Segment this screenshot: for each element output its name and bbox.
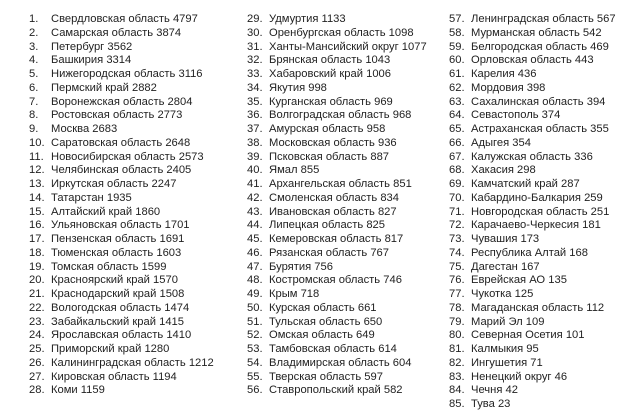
list-item-text: Смоленская область 834 [269,191,399,204]
list-item-number: 75. [449,260,465,273]
list-item-number: 63. [449,95,465,108]
list-item-text: Северная Осетия 101 [471,329,585,342]
list-item-number: 71. [449,205,465,218]
list-item [29,137,214,151]
list-item [449,261,616,275]
list-item [247,41,427,55]
list-item [247,371,427,385]
list-item-number: 13. [29,178,45,190]
list-item [29,13,214,27]
list-item-number: 29. [247,13,263,25]
list-item-number: 33. [247,68,263,80]
list-item-text: Липецкая область 825 [269,219,386,232]
list-item [29,329,214,343]
list-item-number: 82. [449,356,465,369]
list-item-number: 6. [29,81,39,94]
list-item-text: Мордовия 398 [471,81,546,94]
list-item-text: Ростовская область 2773 [51,109,183,122]
list-item-text: Костромская область 746 [269,274,402,287]
list-item-text: Амурская область 958 [269,123,386,135]
list-item-number: 53. [247,343,263,355]
list-item-number: 50. [247,301,263,314]
list-item-text: Курганская область 969 [269,95,393,108]
list-item [29,302,214,316]
list-item-number: 68. [449,164,465,177]
list-item [29,316,214,330]
list-item-number: 38. [247,136,263,149]
list-item [247,151,427,165]
list-item-text: Пензенская область 1691 [51,233,185,245]
list-item-text: Калининградская область 1212 [51,356,214,369]
list-item-number: 52. [247,329,263,342]
list-item-number: 47. [247,260,263,273]
list-item-text: Хабаровский край 1006 [269,68,391,80]
list-item [29,261,214,275]
list-item-number: 4. [29,54,39,67]
list-item-number: 49. [247,288,263,300]
list-item [449,329,616,343]
list-item [247,219,427,233]
list-item-number: 12. [29,164,45,177]
list-item-number: 10. [29,136,45,149]
list-item-text: Новгородская область 251 [471,205,610,218]
list-item [247,329,427,343]
list-item [29,384,214,398]
list-item-text: Приморский край 1280 [51,343,170,355]
list-item [449,357,616,371]
list-item [247,316,427,330]
list-item-text: Карачаево-Черкесия 181 [471,219,601,232]
list-item-number: 69. [449,178,465,190]
list-item-text: Орловская область 443 [471,54,594,67]
list-item [449,371,616,385]
list-item-text: Псковская область 887 [269,150,390,163]
list-item-number: 66. [449,136,465,149]
list-item [29,233,214,247]
list-item [29,82,214,96]
list-item-number: 81. [449,343,465,355]
list-item [29,288,214,302]
list-item [247,178,427,192]
list-item [247,137,427,151]
list-item-number: 20. [29,274,45,287]
list-item [449,302,616,316]
list-item [247,261,427,275]
list-item-text: Алтайский край 1860 [51,205,161,218]
list-item-number: 22. [29,301,45,314]
list-item-number: 2. [29,26,39,39]
list-item-number: 73. [449,233,465,245]
list-item-number: 32. [247,54,263,67]
list-item [449,54,616,68]
list-item-number: 11. [29,150,44,163]
list-item-text: Татарстан 1935 [51,191,132,204]
list-item [449,13,616,27]
list-item-number: 46. [247,246,263,259]
list-item [247,288,427,302]
list-item-text: Иркутская область 2247 [51,178,177,190]
list-item-number: 42. [247,191,263,204]
list-item-text: Крым 718 [269,288,320,300]
list-item [29,68,214,82]
list-item [247,247,427,261]
list-item [247,109,427,123]
list-item-number: 27. [29,370,45,383]
list-item-number: 74. [449,246,465,259]
list-item [449,137,616,151]
list-item-number: 3. [29,40,39,53]
list-item-text: Коми 1159 [51,384,105,397]
list-item-number: 57. [449,13,465,25]
list-item [29,357,214,371]
list-item-text: Тюменская область 1603 [51,246,182,259]
list-item-text: Кировская область 1194 [51,370,177,383]
list-item-number: 70. [449,191,465,204]
list-item [29,151,214,165]
list-item-text: Брянская область 1043 [269,54,391,67]
list-item-number: 45. [247,233,263,245]
list-item-text: Еврейская АО 135 [471,274,567,287]
list-item-number: 34. [247,81,263,94]
list-item-number: 16. [29,219,45,232]
list-item-text: Кемеровская область 817 [269,233,404,245]
list-item-text: Москва 2683 [51,123,118,135]
list-item [449,398,616,412]
list-item-number: 5. [29,68,39,80]
list-item [449,233,616,247]
list-item [247,96,427,110]
list-item-number: 72. [449,219,465,232]
list-item-number: 83. [449,370,465,383]
list-item-text: Чечня 42 [471,384,518,397]
list-item-number: 65. [449,123,465,135]
list-item-number: 84. [449,384,465,397]
list-item-number: 43. [247,205,263,218]
list-item-text: Хакасия 298 [471,164,536,177]
list-item-text: Чувашия 173 [471,233,540,245]
list-item-text: Ханты-Мансийский округ 1077 [269,40,427,53]
list-item [247,82,427,96]
list-item-number: 8. [29,109,39,122]
list-item-number: 21. [29,288,45,300]
list-item-text: Ненецкий округ 46 [471,370,568,383]
list-item [449,27,616,41]
list-item-text: Камчатский край 287 [471,178,580,190]
list-item [449,123,616,137]
list-item [449,316,616,330]
list-item [247,123,427,137]
list-item-text: Ярославская область 1410 [51,329,192,342]
list-item-number: 17. [29,233,45,245]
list-item [247,343,427,357]
list-item [29,96,214,110]
list-item [449,68,616,82]
list-item [29,206,214,220]
list-item-number: 40. [247,164,263,177]
list-item [449,288,616,302]
list-item-text: Краснодарский край 1508 [51,288,185,300]
list-item-number: 25. [29,343,45,355]
list-item [29,343,214,357]
list-item [29,274,214,288]
list-item-text: Якутия 998 [269,81,327,94]
list-item [449,192,616,206]
list-item [449,96,616,110]
list-item-number: 9. [29,123,39,135]
list-item [449,219,616,233]
list-item-text: Оренбургская область 1098 [269,26,414,39]
list-item-number: 23. [29,315,45,328]
list-item [449,274,616,288]
list-item [449,206,616,220]
list-item-number: 18. [29,246,45,259]
list-item-number: 79. [449,315,465,328]
list-item-number: 55. [247,370,263,383]
list-item-text: Челябинская область 2405 [51,164,192,177]
list-item-number: 51. [247,315,263,328]
list-item-text: Тверская область 597 [269,370,383,383]
list-item [29,27,214,41]
list-item-number: 77. [449,288,465,300]
list-item-number: 78. [449,301,465,314]
list-item [29,219,214,233]
list-item-text: Архангельская область 851 [269,178,412,190]
list-item-text: Владимирская область 604 [269,356,412,369]
list-item-text: Белгородская область 469 [471,40,609,53]
list-item [247,384,427,398]
list-column-3 [449,13,616,412]
list-item-number: 61. [449,68,465,80]
list-item-number: 1. [29,13,39,25]
list-item-text: Забайкальский край 1415 [51,315,184,328]
list-item-text: Новосибирская область 2573 [51,150,204,163]
list-item-number: 60. [449,54,465,67]
list-item-number: 80. [449,329,465,342]
list-item-text: Красноярский край 1570 [51,274,178,287]
list-item-text: Магаданская область 112 [471,301,605,314]
list-item [29,247,214,261]
list-item-number: 48. [247,274,263,287]
list-item [449,82,616,96]
list-item [29,54,214,68]
list-item-number: 36. [247,109,263,122]
list-item-number: 76. [449,274,465,287]
list-item-number: 54. [247,356,263,369]
list-item-text: Самарская область 3874 [51,26,182,39]
list-item-text: Ульяновская область 1701 [51,219,190,232]
list-item [247,164,427,178]
list-item [449,164,616,178]
list-item-text: Удмуртия 1133 [269,13,346,25]
list-item-text: Тува 23 [471,398,511,410]
list-item-text: Омская область 649 [269,329,375,342]
list-item-text: Петербург 3562 [51,40,133,53]
list-item-number: 56. [247,384,263,397]
list-item-text: Волгоградская область 968 [269,109,412,122]
list-item [449,247,616,261]
list-item-text: Республика Алтай 168 [471,246,588,259]
list-column-2 [247,13,427,398]
list-item-number: 64. [449,109,465,122]
list-item [29,371,214,385]
list-item-text: Рязанская область 767 [269,246,389,259]
list-item-text: Карелия 436 [471,68,537,80]
list-item [247,233,427,247]
list-item [449,178,616,192]
list-item-text: Дагестан 167 [471,260,540,273]
list-item [247,13,427,27]
list-item-text: Калмыкия 95 [471,343,539,355]
list-item [29,109,214,123]
list-item-number: 58. [449,26,465,39]
list-item [247,54,427,68]
list-item-text: Курская область 661 [269,301,377,314]
list-item-text: Свердловская область 4797 [51,13,198,25]
list-item [247,274,427,288]
list-item-number: 59. [449,40,465,53]
list-item-number: 35. [247,95,263,108]
list-item [29,164,214,178]
list-item-text: Ставропольский край 582 [269,384,403,397]
list-item [247,302,427,316]
list-item-number: 15. [29,205,45,218]
list-item-number: 7. [29,95,39,108]
list-item-text: Мурманская область 542 [471,26,602,39]
list-item-number: 44. [247,219,263,232]
list-item [247,68,427,82]
list-item [29,41,214,55]
list-item-text: Кабардино-Балкария 259 [471,191,603,204]
list-item [29,178,214,192]
list-item-number: 67. [449,150,465,163]
list-item-text: Саратовская область 2648 [51,136,191,149]
list-item-text: Бурятия 756 [269,260,333,273]
list-item-text: Ингушетия 71 [471,356,543,369]
list-item-text: Сахалинская область 394 [471,95,606,108]
list-item-number: 26. [29,356,45,369]
list-item-text: Московская область 936 [269,136,397,149]
list-item [247,357,427,371]
list-item-number: 62. [449,81,465,94]
list-item-number: 19. [29,260,45,273]
list-item [247,27,427,41]
list-item-number: 14. [29,191,45,204]
list-item-number: 24. [29,329,45,342]
list-item-text: Севастополь 374 [471,109,561,122]
list-item-text: Тульская область 650 [269,315,383,328]
list-item-text: Чукотка 125 [471,288,534,300]
list-item-text: Пермский край 2882 [51,81,157,94]
list-item-number: 41. [247,178,263,190]
list-item-text: Астраханская область 355 [471,123,609,135]
list-item-text: Башкирия 3314 [51,54,132,67]
list-item-text: Нижегородская область 3116 [51,68,203,80]
list-item [29,192,214,206]
list-item-text: Воронежская область 2804 [51,95,193,108]
list-item-text: Вологодская область 1474 [51,301,190,314]
list-item-text: Калужская область 336 [471,150,593,163]
list-item-text: Ивановская область 827 [269,205,397,218]
list-item [247,206,427,220]
list-item-text: Ямал 855 [269,164,320,177]
list-item [247,192,427,206]
list-item-number: 85. [449,398,465,410]
list-item [449,41,616,55]
list-item [29,123,214,137]
list-item-text: Тамбовская область 614 [269,343,397,355]
list-item [449,384,616,398]
list-item-text: Адыгея 354 [471,136,531,149]
list-item-number: 31. [247,40,263,53]
list-item-number: 30. [247,26,263,39]
list-item [449,343,616,357]
list-item-text: Марий Эл 109 [471,315,545,328]
list-item [449,151,616,165]
list-item-text: Томская область 1599 [51,260,167,273]
list-item-text: Ленинградская область 567 [471,13,616,25]
list-column-1 [29,13,214,398]
list-item [449,109,616,123]
list-item-number: 37. [247,123,263,135]
list-item-number: 39. [247,150,263,163]
list-item-number: 28. [29,384,45,397]
